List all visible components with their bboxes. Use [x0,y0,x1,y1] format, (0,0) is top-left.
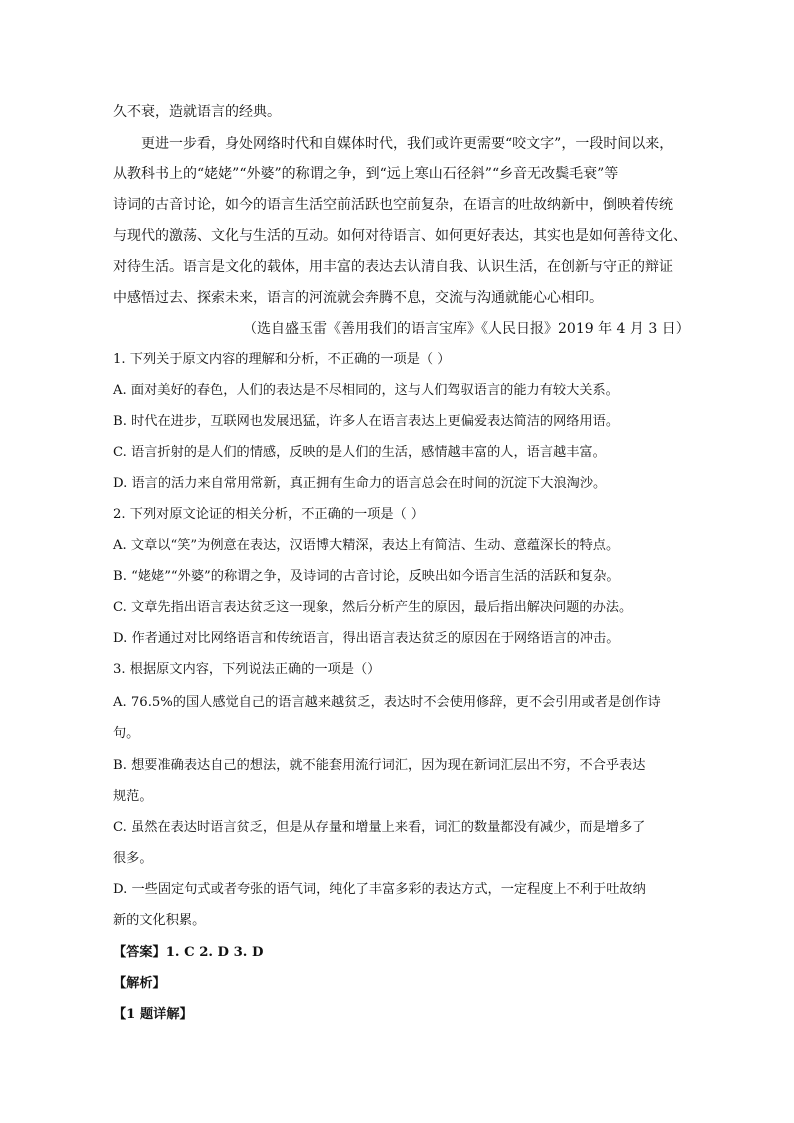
question-2-option-c: C. 文章先指出语言表达贫乏这一现象，然后分析产生的原因，最后指出解决问题的办法。 [113,600,633,615]
analysis-heading: 【解析】 [113,976,166,991]
answer-line: 【答案】1. C 2. D 3. D [113,945,264,960]
passage-line-1: 久不衰，造就语言的经典。 [113,104,281,120]
question-3-stem: 3. 根据原文内容，下列说法正确的一项是（） [113,662,381,677]
detail-heading: 【1 题详解】 [113,1007,193,1022]
passage-line-5: 与现代的激荡、文化与生活的互动。如何对待语言、如何更好表达，其实也是如何善待文化、 [113,228,687,244]
question-3-option-b-cont: 规范。 [113,789,153,804]
passage-source: （选自盛玉雷《善用我们的语言宝库》《人民日报》2019 年 4 月 3 日） [243,321,690,337]
question-3-option-c: C. 虽然在表达时语言贫乏，但是从存量和增量上来看，词汇的数量都没有减少，而是增多了 [113,820,646,835]
question-3-option-d-cont: 新的文化积累。 [113,913,206,928]
passage-line-3: 从教科书上的“姥姥”“外婆”的称谓之争，到“远上寒山石径斜”“乡音无改鬓毛衰”等 [113,166,619,182]
question-2-option-b: B. “姥姥”“外婆”的称谓之争，及诗词的古音讨论，反映出如今语言生活的活跃和复杂。 [113,569,620,584]
passage-line-2: 更进一步看，身处网络时代和自媒体时代，我们或许更需要“咬文字”，一段时间以来， [141,136,674,152]
question-1-option-a: A. 面对美好的春色，人们的表达是不尽相同的，这与人们驾驭语言的能力有较大关系。 [113,383,619,398]
passage-line-4: 诗词的古音讨论，如今的语言生活空前活跃也空前复杂，在语言的吐故纳新中，倒映着传统 [113,197,673,213]
question-3-option-d: D. 一些固定句式或者夸张的语气词，纯化了丰富多彩的表达方式，一定程度上不利于吐故纳 [113,882,646,897]
question-3-option-a-cont: 句。 [113,726,140,741]
passage-line-6: 对待生活。语言是文化的载体，用丰富的表达去认清自我、认识生活，在创新与守正的辩证 [113,259,673,275]
question-1-option-b: B. 时代在进步，互联网也发展迅猛，许多人在语言表达上更偏爱表达简洁的网络用语。 [113,414,620,429]
question-3-option-c-cont: 很多。 [113,851,153,866]
question-2-option-d: D. 作者通过对比网络语言和传统语言，得出语言表达贫乏的原因在于网络语言的冲击。 [113,631,620,646]
question-1-option-d: D. 语言的活力来自常用常新，真正拥有生命力的语言总会在时间的沉淀下大浪淘沙。 [113,476,607,491]
question-2-stem: 2. 下列对原文论证的相关分析，不正确的一项是（ ） [113,507,425,522]
question-1-option-c: C. 语言折射的是人们的情感，反映的是人们的生活，感情越丰富的人，语言越丰富。 [113,445,606,460]
question-1-stem: 1. 下列关于原文内容的理解和分析，不正确的一项是（ ） [113,352,451,367]
question-3-option-b: B. 想要准确表达自己的想法，就不能套用流行词汇，因为现在新词汇层出不穷，不合乎表达 [113,758,646,773]
passage-line-7: 中感悟过去、探索未来，语言的河流就会奔腾不息，交流与沟通就能心心相印。 [113,290,603,306]
question-3-option-a: A. 76.5%的国人感觉自己的语言越来越贫乏，表达时不会使用修辞，更不会引用或者是创作诗 [113,695,661,710]
question-2-option-a: A. 文章以“笑”为例意在表达，汉语博大精深，表达上有简洁、生动、意蕴深长的特点。 [113,538,620,553]
